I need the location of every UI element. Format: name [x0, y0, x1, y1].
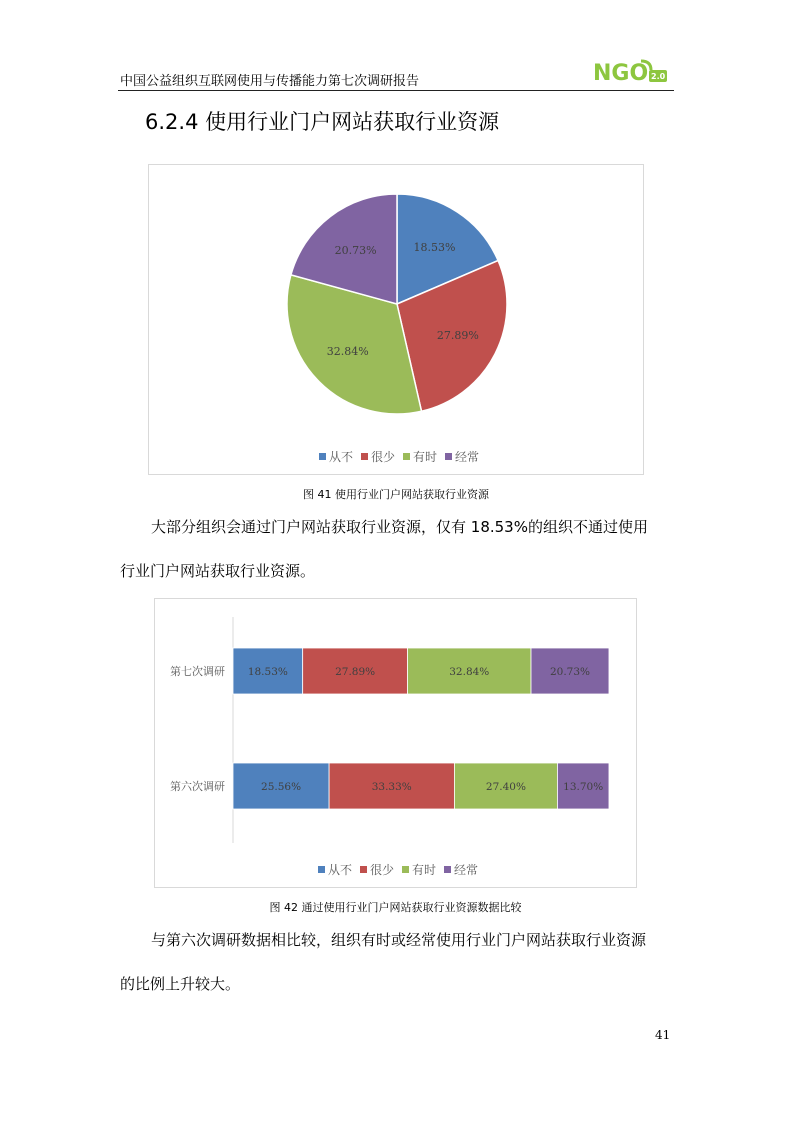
pie-chart	[149, 165, 643, 425]
legend-item	[318, 861, 352, 878]
legend-item	[360, 861, 394, 878]
pie-data-label: 20.73%	[334, 243, 377, 257]
stacked-bar-chart	[155, 599, 636, 849]
bar-data-label: 25.56%	[261, 781, 302, 793]
legend-item	[403, 448, 437, 465]
legend-swatch	[361, 453, 368, 460]
paragraph-1	[120, 505, 648, 593]
figure-41-text: 使用行业门户网站获取行业资源	[335, 488, 489, 501]
legend-item	[444, 861, 478, 878]
legend-label: 很少	[371, 450, 396, 464]
legend-label: 很少	[370, 863, 395, 877]
legend-item	[319, 448, 353, 465]
report-title: 中国公益组织互联网使用与传播能力第七次调研报告	[120, 74, 420, 89]
pie-data-label: 18.53%	[413, 241, 456, 255]
bar-chart-frame	[154, 598, 637, 888]
bar-data-label: 20.73%	[549, 666, 591, 678]
paragraph-1-line-1: 大部分组织会通过门户网站获取行业资源，仅有 18.53%的组织不通过使用	[151, 518, 648, 536]
figure-41-number: 图 41	[303, 488, 332, 501]
logo-text: NGO	[593, 61, 649, 86]
ngo-logo	[593, 56, 673, 88]
legend-swatch	[445, 453, 452, 460]
bar-data-label: 18.53%	[247, 666, 288, 678]
bar-data-label: 32.84%	[449, 666, 490, 678]
legend-swatch	[360, 866, 367, 873]
legend-label: 有时	[412, 863, 437, 877]
pie-chart-frame	[148, 164, 644, 475]
legend-label: 从不	[328, 863, 353, 877]
legend-item	[445, 448, 479, 465]
figure-42-caption	[154, 899, 637, 915]
legend-label: 经常	[454, 863, 479, 877]
pie-data-label: 27.89%	[436, 328, 479, 342]
paragraph-2-line-1: 与第六次调研数据相比较，组织有时或经常使用行业门户网站获取行业资源	[151, 931, 647, 949]
legend-label: 从不	[329, 450, 354, 464]
figure-41-caption	[148, 486, 644, 502]
bar-legend	[318, 861, 478, 878]
paragraph-2	[120, 918, 646, 1006]
pie-data-label: 32.84%	[326, 345, 369, 359]
paragraph-2-line-2: 的比例上升较大。	[120, 975, 241, 993]
legend-item	[402, 861, 436, 878]
figure-42-number: 图 42	[269, 901, 298, 914]
bar-data-label: 13.70%	[563, 781, 604, 793]
bar-data-label: 27.89%	[335, 666, 376, 678]
legend-swatch	[402, 866, 409, 873]
legend-item	[361, 448, 395, 465]
header-divider	[118, 90, 674, 91]
category-label: 第六次调研	[170, 780, 225, 793]
bar-data-label: 33.33%	[371, 781, 412, 793]
legend-label: 经常	[455, 450, 480, 464]
pie-legend	[319, 448, 479, 465]
paragraph-1-line-2: 行业门户网站获取行业资源。	[120, 562, 316, 580]
legend-swatch	[319, 453, 326, 460]
legend-swatch	[444, 866, 451, 873]
legend-swatch	[318, 866, 325, 873]
figure-42-text: 通过使用行业门户网站获取行业资源数据比较	[301, 901, 522, 914]
category-label: 第七次调研	[170, 665, 225, 678]
bar-data-label: 27.40%	[485, 781, 526, 793]
legend-swatch	[403, 453, 410, 460]
section-title: 6.2.4 使用行业门户网站获取行业资源	[145, 110, 500, 134]
page-number: 41	[655, 1028, 671, 1042]
legend-label: 有时	[413, 450, 438, 464]
logo-badge: 2.0	[651, 72, 666, 81]
